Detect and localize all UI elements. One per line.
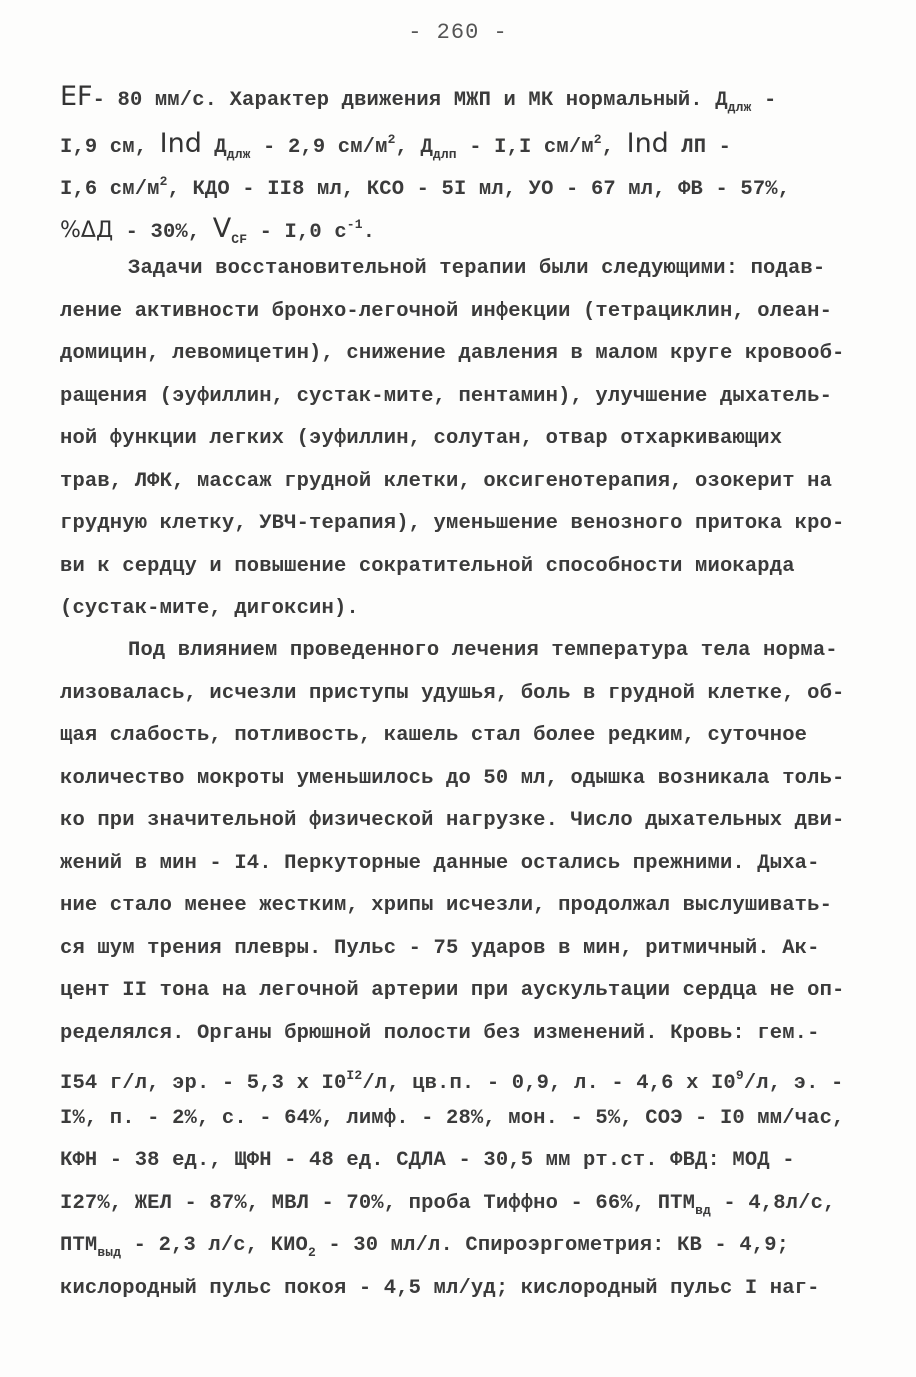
handwritten-label: Ind [626,127,669,159]
text-line: (сустак-мите, дигоксин). [60,597,359,620]
text-line: ление активности бронхо-легочной инфекции (тетрациклин, олеан- [60,299,833,323]
handwritten-label: V [212,212,232,244]
text-line: ной функции легких (эуфиллин, солутан, отвар отхаркивающих [60,427,783,450]
text-line: грудную клетку, УВЧ-терапия), уменьшение венозного притока кро- [60,512,845,535]
text-line: Задачи восстановительной терапии были следующими: подав- [128,257,826,280]
text-line: I,9 см, Ind $Д_{длж} - 2,9$ $см/м^2$, $Д_{длп} - I,I$ $см/м^2$, Ind ЛП - [60,127,732,162]
text-line: цент II тона на легочной артерии при аускультации сердца не оп- [60,979,845,1002]
text-line: Под влиянием проведенного лечения температура тела норма- [128,639,838,662]
text-line: трав, ЛФК, массаж грудной клетки, оксигенотерапия, озокерит на [60,469,833,493]
text-line: $ПТМ_{выд} - 2,3$ л/с, $КИО_2 - 30$ мл/л. Спироэргометрия: КВ - 4,9; [60,1234,790,1260]
paragraph-therapy-goals [60,248,870,631]
paragraph-treatment-outcome [60,630,870,1310]
text-line: КФН - 38 ед., ЩФН - 48 ед. СДЛА - 30,5 мм рт.ст. ФВД: МОД - [60,1149,795,1172]
page-number: - 260 - [408,20,508,45]
text-line: домицин, левомицетин), снижение давления в малом круге кровооб- [60,342,845,365]
text-line: I,6 $см/м^2$, КДО - II8 мл, КСО - 5I мл, УО - 67 мл, ФВ - 57%, [60,174,791,201]
text-line: лизовалась, исчезли приступы удушья, боль в грудной клетке, об- [60,681,845,705]
handwritten-label: Ind [159,127,202,159]
handwritten-label: %ΔД [60,217,114,243]
text-line: I27%, ЖЕЛ - 87%, МВЛ - 70%, проба Тиффно - 66%, $ПТМ_{вд} - 4,8л/с$, [60,1191,836,1218]
text-line: ви к сердцу и повышение сократительной способности миокарда [60,554,795,578]
text-line: %ΔД - 30%, $V_{CF} - I,0$ $с^{-1}$. [60,212,376,247]
text-line: кислородный пульс покоя - 4,5 мл/уд; кислородный пульс I наг- [60,1276,820,1300]
text-line: ко при значительной физической нагрузке. Число дыхательных дви- [60,809,845,832]
text-line: жений в мин - I4. Перкуторные данные остались прежними. Дыха- [60,851,820,875]
text-line: ределялся. Органы брюшной полости без изменений. Кровь: гем.- [60,1021,820,1045]
text-line: I%, п. - 2%, с. - 64%, лимф. - 28%, мон. - 5%, СОЭ - I0 мм/час, [60,1106,845,1130]
text-line: I54 г/л, эр. - 5,3 х $I0^{I2}/л$, цв.п. - 0,9, л. - 4,6 х $I0^9/л$, э. - [60,1068,844,1095]
paragraph-echo-values [60,76,870,246]
text-line: ние стало менее жестким, хрипы исчезли, продолжал выслушивать- [60,894,833,917]
text-line: щая слабость, потливость, кашель стал более редким, суточное [60,724,808,747]
text-line: количество мокроты уменьшилось до 50 мл, одышка возникала толь- [60,766,845,790]
text-line: ся шум трения плевры. Пульс - 75 ударов в мин, ритмичный. Ак- [60,936,820,960]
text-line: ращения (эуфиллин, сустак-мите, пентамин), улучшение дыхатель- [60,384,833,408]
text-line: EF- 80 мм/с. Характер движения МЖП и МК нормальный. $Д_{длж}$ - [60,81,777,115]
handwritten-label: EF [60,81,93,112]
